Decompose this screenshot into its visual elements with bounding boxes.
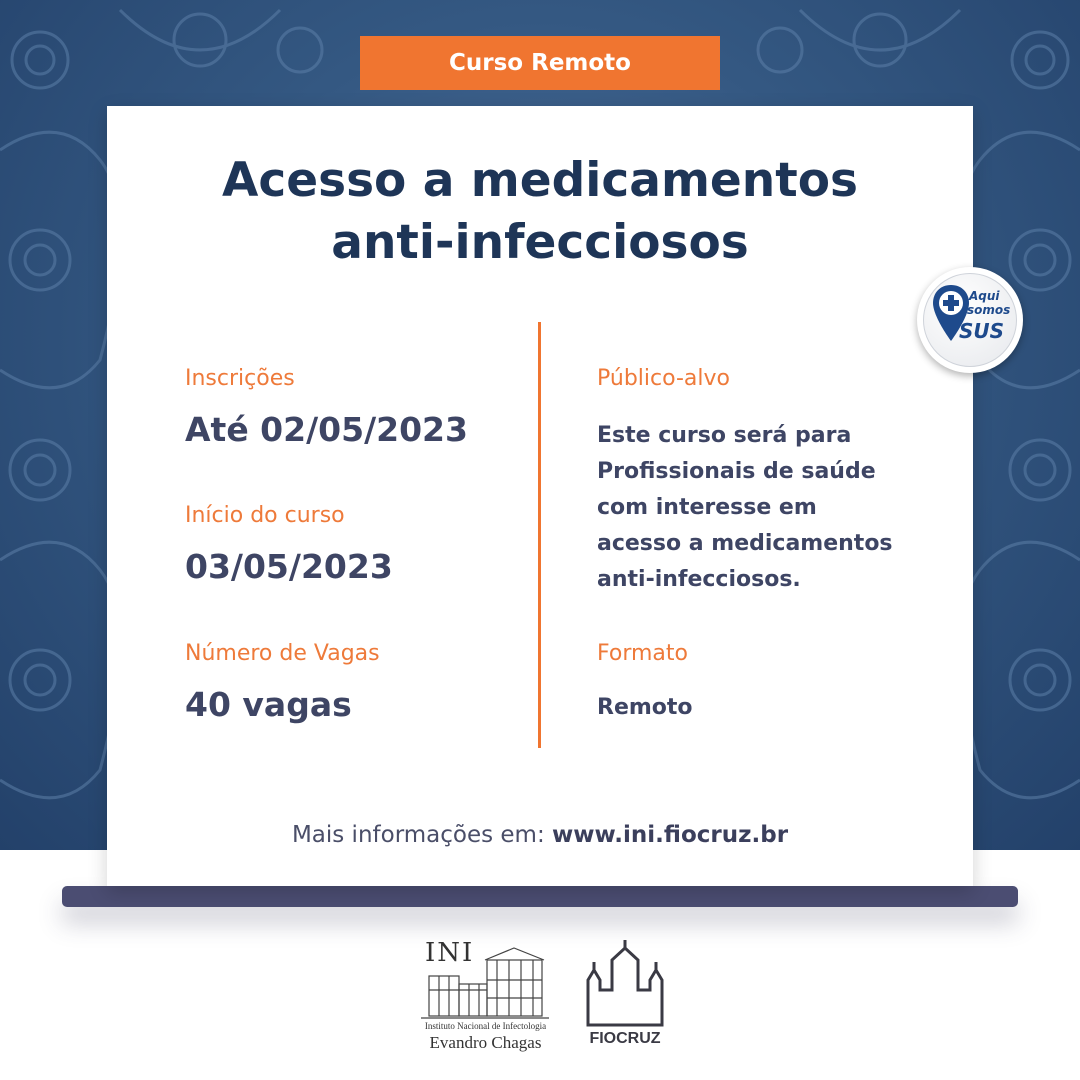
ini-logo-title: INI [425,938,475,968]
inscricoes-label: Inscrições [185,366,295,391]
formato-value: Remoto [597,695,693,720]
info-card [107,106,973,886]
badge-line-3: SUS [959,319,1005,343]
more-info [107,822,973,848]
publico-label: Público-alvo [597,366,730,391]
publico-line: acesso a medicamentos [597,531,893,556]
badge-line-1: Aqui [969,289,1000,303]
inicio-value: 03/05/2023 [185,547,393,586]
inscricoes-value: Até 02/05/2023 [185,410,468,449]
ini-logo-name: Evandro Chagas [429,1033,542,1052]
course-type-tag: Curso Remoto [360,36,720,90]
publico-line: Este curso será para [597,423,852,448]
more-info-url[interactable]: www.ini.fiocruz.br [552,822,789,848]
title-line-1: Acesso a medicamentos [221,153,858,208]
publico-description [597,418,893,598]
publico-line: anti-infecciosos. [597,567,801,592]
ini-logo-subtitle: Instituto Nacional de Infectologia [424,1021,547,1031]
formato-label: Formato [597,641,688,666]
badge-line-2: somos [967,303,1011,317]
column-divider [538,322,541,748]
vagas-value: 40 vagas [185,685,352,724]
page-title [107,150,973,274]
fiocruz-logo-name: FIOCRUZ [589,1030,661,1047]
publico-line: com interesse em [597,495,817,520]
title-line-2: anti-infecciosos [331,215,749,270]
sus-badge [917,267,1023,373]
inicio-label: Início do curso [185,503,345,528]
card-base-bar [62,886,1018,907]
publico-line: Profissionais de saúde [597,459,876,484]
vagas-label: Número de Vagas [185,641,380,666]
more-info-prefix: Mais informações em: [291,822,545,848]
